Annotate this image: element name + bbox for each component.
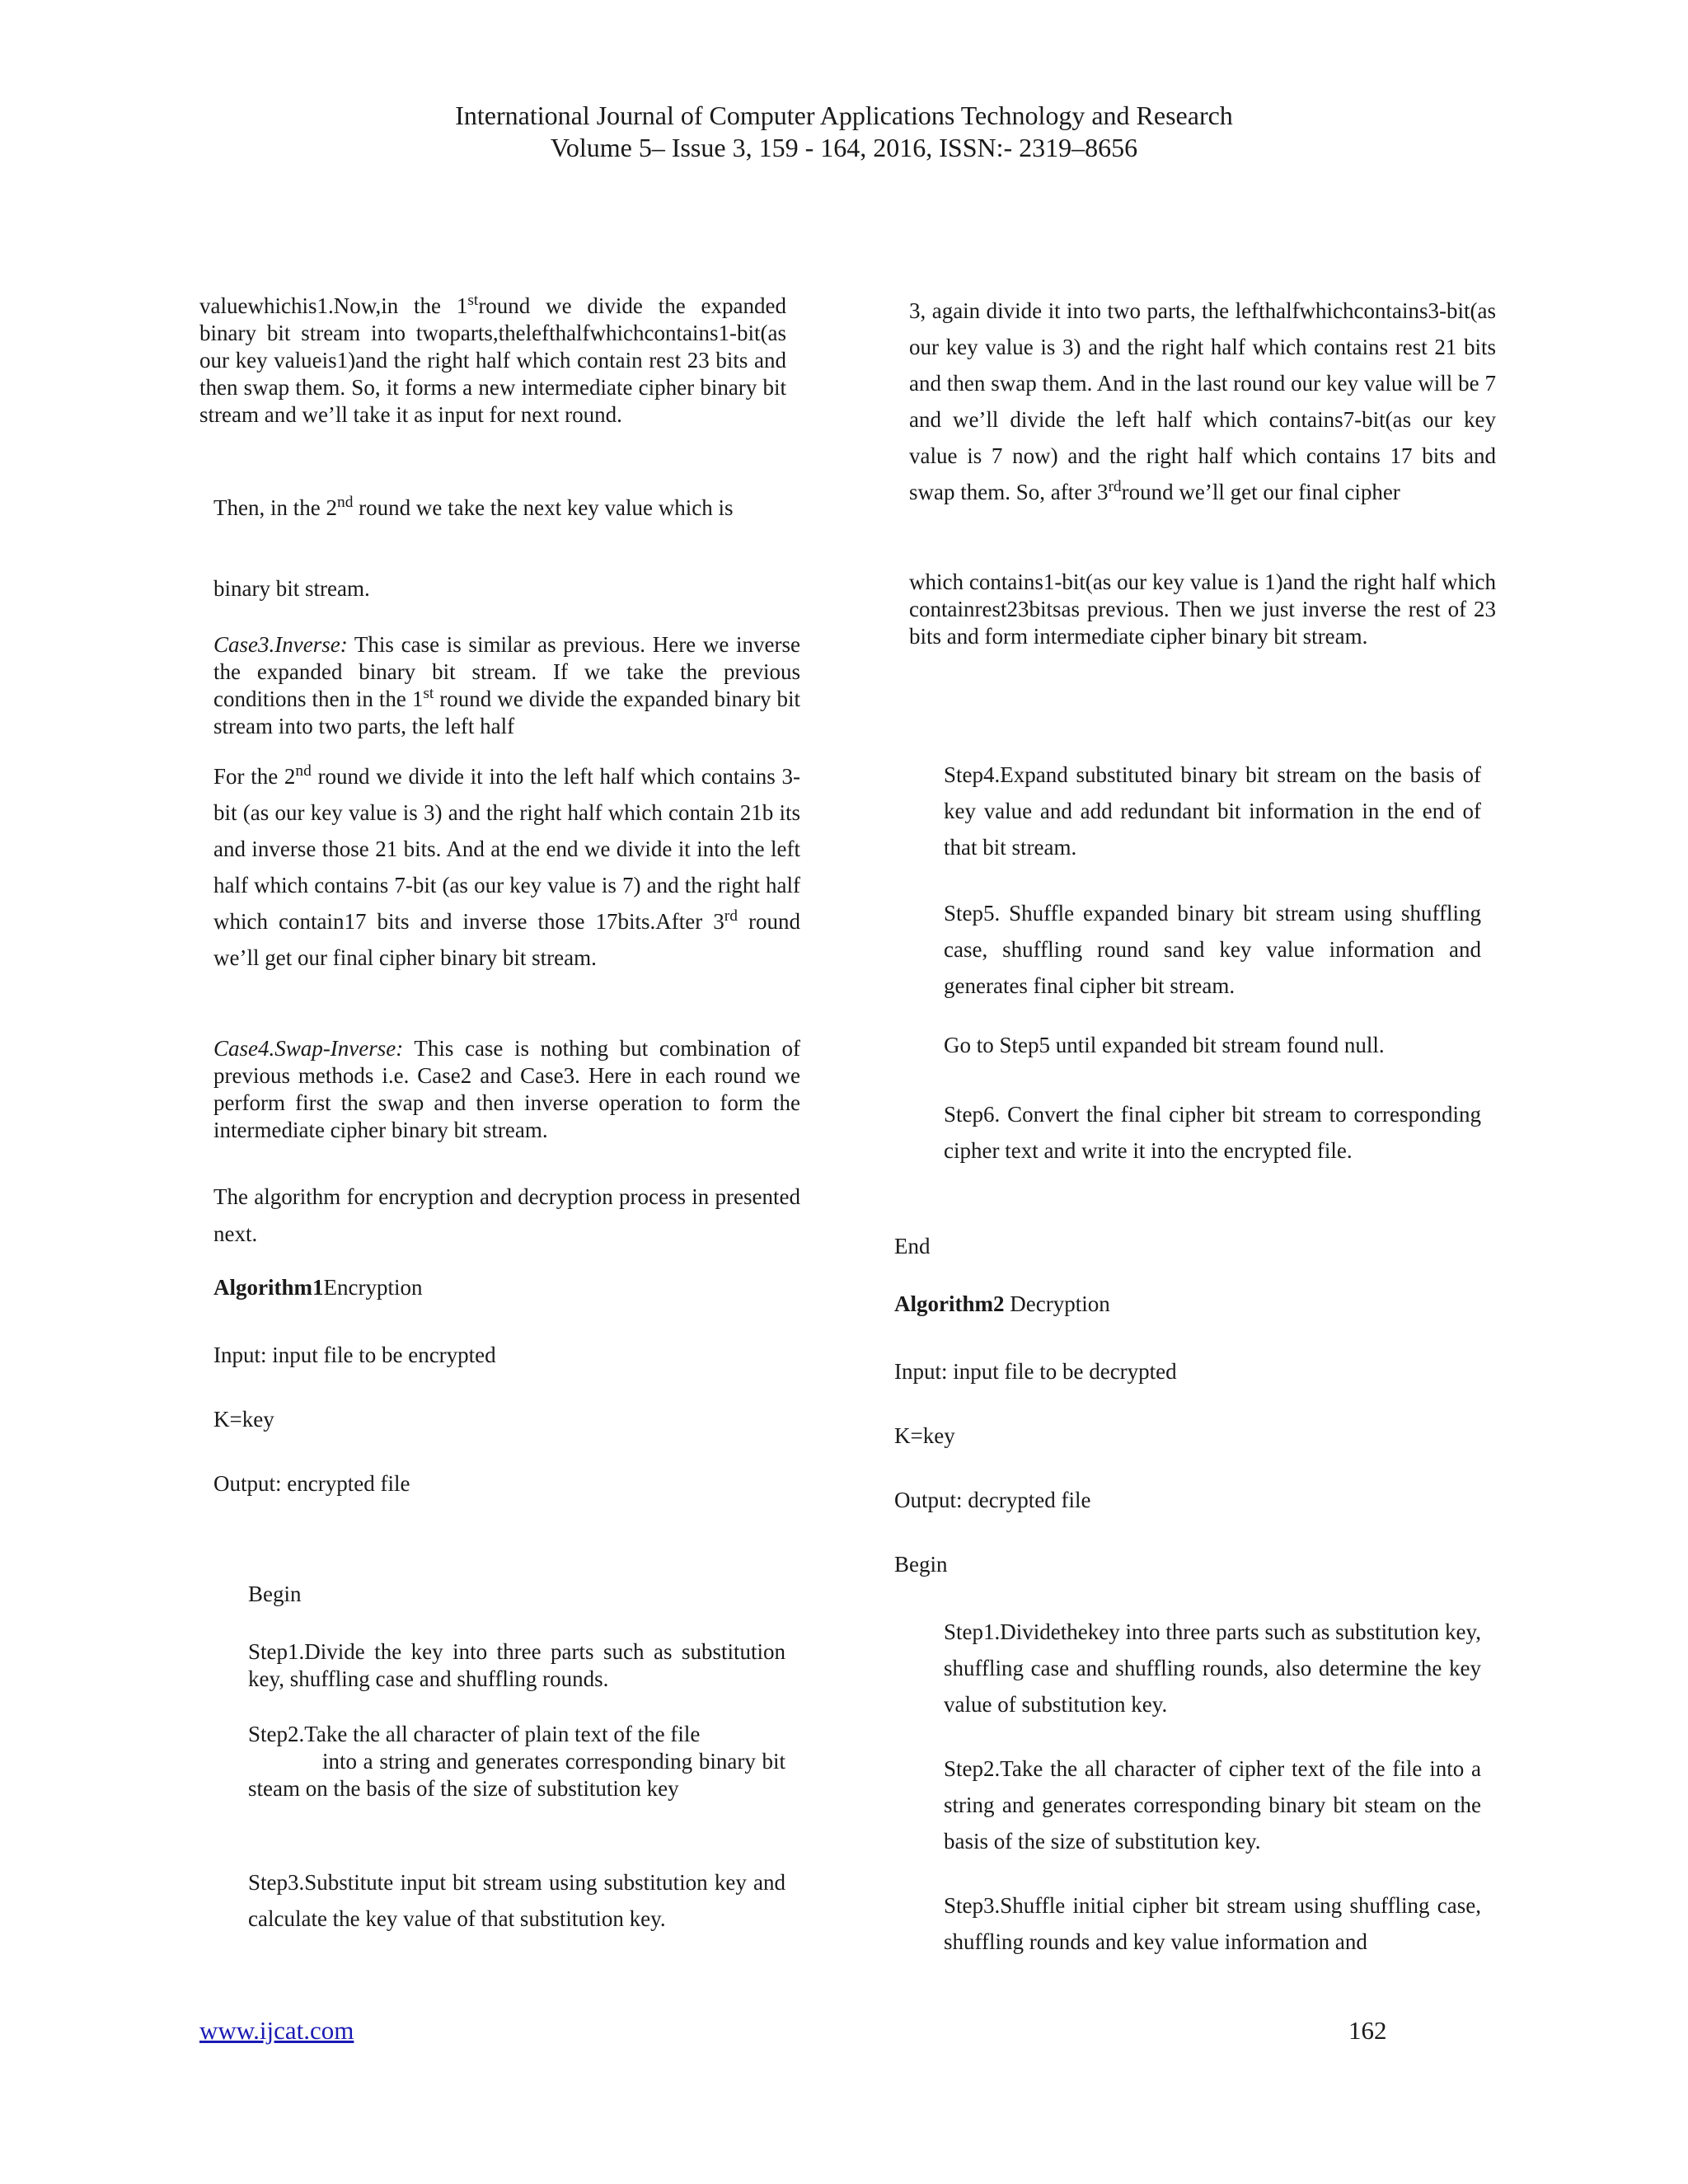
left-paragraph-3: binary bit stream.	[213, 576, 370, 601]
algorithm2-heading: Algorithm2 Decryption	[894, 1291, 1110, 1316]
algorithm2-begin: Begin	[894, 1552, 948, 1577]
algorithm1-begin: Begin	[248, 1582, 302, 1606]
case3-paragraph: Case3.Inverse: This case is similar as previous. Here we inverse the expanded binary bit stream. If we take the previous conditions then in the 1st round we divide the expanded binary bit stream into two parts, the left half	[213, 632, 800, 738]
algorithm1-goto: Go to Step5 until expanded bit stream found null.	[944, 1033, 1385, 1057]
case4-paragraph: Case4.Swap-Inverse: This case is nothing but combination of previous methods i.e. Case2 and Case3. Here in each round we perform first the swap and then inverse operation to form the intermediate cipher binary bit stream.	[213, 1036, 800, 1142]
algorithm1-output: Output: encrypted file	[213, 1471, 410, 1496]
algorithm1-step4: Step4.Expand substituted binary bit stream on the basis of key value and add redundant bit information in the end of that bit stream.	[944, 762, 1481, 860]
right-paragraph-2: which contains1-bit(as our key value is 1)and the right half which containrest23bitsas previous. Then we just inverse the rest of 23 bits and form intermediate cipher binary bit stream.	[909, 569, 1496, 649]
algorithm1-step2-continued: into a string and generates corresponding binary bit steam on the basis of the size of substitution key	[248, 1749, 785, 1801]
footer-website-link[interactable]: www.ijcat.com	[199, 2016, 354, 2045]
algorithm2-output: Output: decrypted file	[894, 1488, 1091, 1512]
algorithm1-step6: Step6. Convert the final cipher bit stream to corresponding cipher text and write it into the encrypted file.	[944, 1102, 1481, 1163]
left-paragraph-1: valuewhichis1.Now,in the 1stround we divide the expanded binary bit stream into twoparts,thelefthalfwhichcontains1-bit(as our key valueis1)and the right half which contain rest 23 bits and then swap them. So, it forms a new intermediate cipher binary bit stream and we’ll take it as input for next round.	[199, 292, 786, 427]
right-paragraph-1: 3, again divide it into two parts, the lefthalfwhichcontains3-bit(as our key value is 3) and the right half which contains rest 21 bits and then swap them. And in the last round our key value will be 7 and we’ll divide the left half which contains7-bit(as our key value is 7 now) and the right half which contains 17 bits and swap them. So, after 3rdround we’ll get our final cipher	[909, 298, 1496, 504]
left-paragraph-2: Then, in the 2nd round we take the next key value which is	[213, 494, 734, 520]
algorithm2-step1: Step1.Dividethekey into three parts such as substitution key, shuffling case and shuffling rounds, also determine the key value of substitution key.	[944, 1619, 1481, 1717]
algorithm1-input: Input: input file to be encrypted	[213, 1343, 496, 1367]
algorithm1-key: K=key	[213, 1407, 274, 1432]
journal-title: International Journal of Computer Applications Technology and Research	[455, 101, 1233, 130]
volume-info: Volume 5– Issue 3, 159 - 164, 2016, ISSN:- 2319–8656	[550, 133, 1138, 162]
algorithm1-end: End	[894, 1234, 931, 1258]
case3-continued-paragraph: For the 2nd round we divide it into the left half which contains 3-bit (as our key value is 3) and the right half which contain 21b its and inverse those 21 bits. And at the end we divide it into the left half which contains 7-bit (as our key value is 7) and the right half which contain17 bits and inverse those 17bits.After 3rd round we’ll get our final cipher binary bit stream.	[213, 762, 801, 970]
algorithm1-step3: Step3.Substitute input bit stream using substitution key and calculate the key value of that substitution key.	[248, 1870, 785, 1931]
algorithm-intro: The algorithm for encryption and decryption process in presented next.	[213, 1184, 800, 1246]
page-number: 162	[1348, 2016, 1387, 2045]
algorithm1-step1: Step1.Divide the key into three parts such as substitution key, shuffling case and shuffling rounds.	[248, 1639, 785, 1691]
algorithm2-step2: Step2.Take the all character of cipher text of the file into a string and generates corresponding binary bit steam on the basis of the size of substitution key.	[944, 1756, 1481, 1854]
algorithm1-step2: Step2.Take the all character of plain text of the file	[248, 1722, 701, 1746]
algorithm2-step3: Step3.Shuffle initial cipher bit stream using shuffling case, shuffling rounds and key value information and	[944, 1893, 1481, 1954]
algorithm1-heading: Algorithm1Encryption	[213, 1275, 423, 1300]
algorithm2-key: K=key	[894, 1423, 955, 1448]
algorithm1-step5: Step5. Shuffle expanded binary bit stream using shuffling case, shuffling round sand key value information and generates final cipher bit stream.	[944, 901, 1481, 998]
algorithm2-input: Input: input file to be decrypted	[894, 1359, 1177, 1384]
